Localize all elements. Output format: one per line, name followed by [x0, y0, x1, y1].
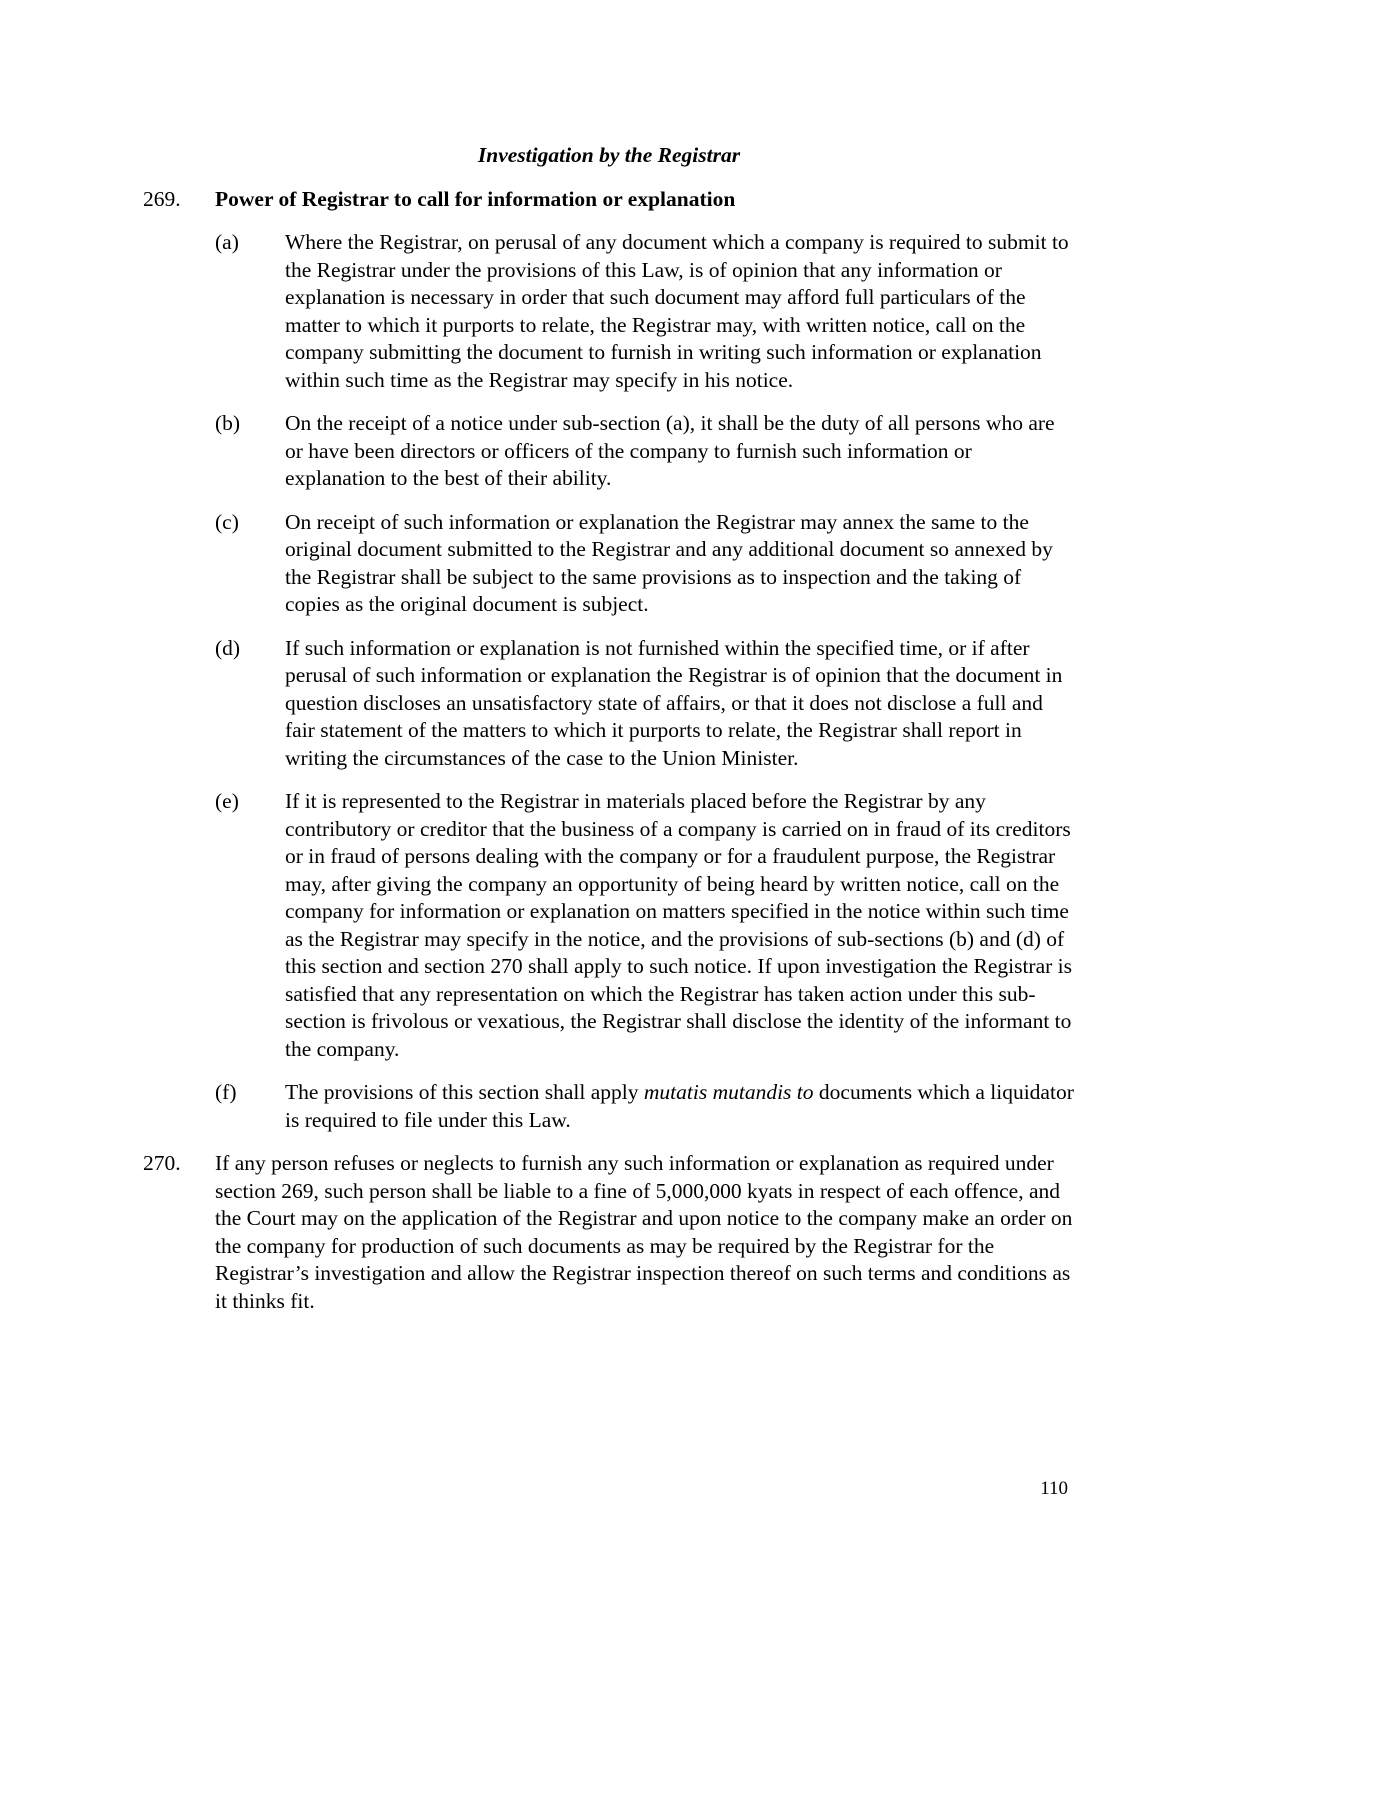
section-number: 269.: [143, 186, 181, 211]
section-269: [143, 186, 1075, 214]
list-item-label: (b): [215, 411, 241, 435]
list-item-text: On the receipt of a notice under sub-section (a), it shall be the duty of all persons who are or have been directors or officers of the company to furnish such information or explanation to the best of their ability.: [285, 411, 1055, 490]
list-item-text: If such information or explanation is not furnished within the specified time, or if after perusal of such information or explanation the Registrar is of opinion that the document in question discloses an unsatisfactory state of affairs, or that it does not disclose a full and fair statement of the matters to which it purports to relate, the Registrar shall report in writing the circumstances of the case to the Union Minister.: [285, 635, 1063, 770]
section-text: If any person refuses or neglects to furnish any such information or explanation as required under section 269, such person shall be liable to a fine of 5,000,000 kyats in respect of each offence, and the Court may on the application of the Registrar and upon notice to the company make an order on the company for production of such documents as may be required by the Registrar for the Registrar’s investigation and allow the Registrar inspection thereof on such terms and conditions as it thinks fit.: [215, 1151, 1073, 1313]
list-item-c: [215, 509, 1075, 619]
page-number: 110: [1040, 1478, 1068, 1499]
list-item-a: [215, 229, 1075, 394]
list-item-text: Where the Registrar, on perusal of any document which a company is required to submit to the Registrar under the provisions of this Law, is of opinion that any information or explanation is necessary in order that such document may afford full particulars of the matter to which it purports to relate, the Registrar may, with written notice, call on the company submitting the document to furnish in writing such information or explanation within such time as the Registrar may specify in his notice.: [285, 230, 1069, 392]
list-item-text: On receipt of such information or explanation the Registrar may annex the same to the original document submitted to the Registrar and any additional document so annexed by the Registrar shall be subject to the same provisions as to inspection and the taking of copies as the original document is subject.: [285, 509, 1053, 616]
section-270: [143, 1150, 1075, 1315]
list-item-b: [215, 410, 1075, 493]
list-item-text-after: documents which a liquidator is required to file under this Law.: [285, 1080, 1074, 1132]
document-title: Investigation by the Registrar: [477, 143, 741, 167]
list-item-label: (c): [215, 509, 239, 534]
list-item-label: (a): [215, 230, 239, 254]
list-item-label: (e): [215, 789, 239, 813]
section-number: 270.: [143, 1151, 181, 1175]
list-item-text-italic: mutatis mutandis to: [643, 1080, 814, 1104]
section-heading: Power of Registrar to call for information or explanation: [215, 186, 736, 211]
list-item-text: If it is represented to the Registrar in materials placed before the Registrar by any contributory or creditor that the business of a company is carried on in fraud of its creditors or in fraud of persons dealing with the company or for a fraudulent purpose, the Registrar may, after giving the company an opportunity of being heard by written notice, call on the company for information or explanation on matters specified in the notice within such time as the Registrar may specify in the notice, and the provisions of sub-sections (b) and (d) of this section and section 270 shall apply to such notice. If upon investigation the Registrar is satisfied that any representation on which the Registrar has taken action under this sub-section is frivolous or vexatious, the Registrar shall disclose the identity of the informant to the company.: [285, 789, 1072, 1061]
list-item-e: [215, 788, 1075, 1063]
list-item-f: [215, 1079, 1075, 1134]
list-item-text: [285, 1079, 1075, 1134]
list-item-text-before: The provisions of this section shall apply: [285, 1080, 644, 1104]
list-item-label: (f): [215, 1080, 237, 1104]
list-item-d: [215, 635, 1075, 773]
list-item-label: (d): [215, 635, 241, 660]
